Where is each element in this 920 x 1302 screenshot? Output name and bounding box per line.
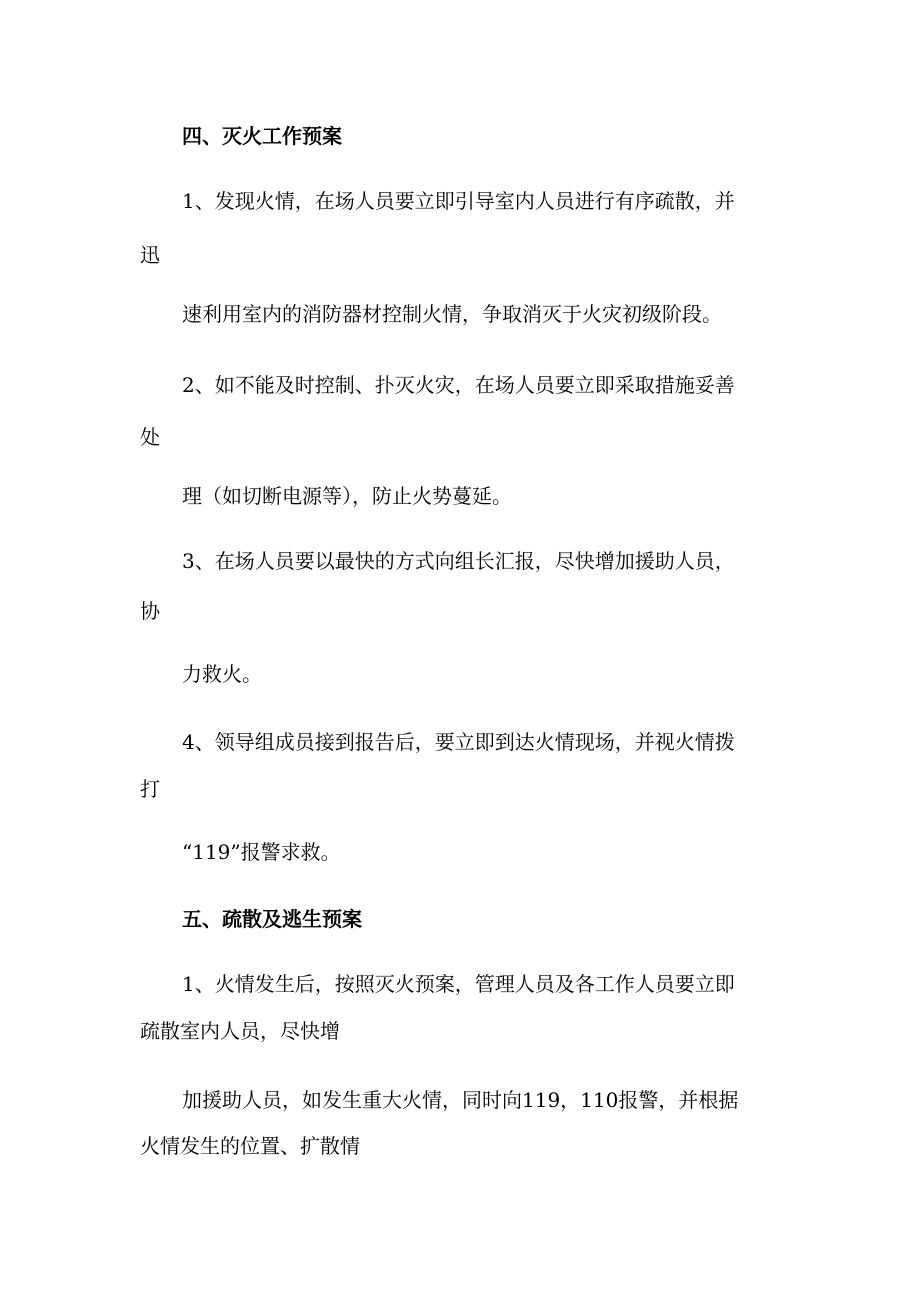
paragraph-line: 理（如切断电源等），防止火势蔓延。 xyxy=(182,484,512,508)
paragraph-line: 速利用室内的消防器材控制火情，争取消灭于火灾初级阶段。 xyxy=(182,302,722,326)
paragraph-wrap-char: 打 xyxy=(140,777,160,801)
paragraph-text: 3、在场人员要以最快的方式向组长汇报，尽快增加援助人员， xyxy=(182,549,735,573)
paragraph-wrap-char: 协 xyxy=(140,599,160,623)
paragraph-line xyxy=(140,730,822,754)
paragraph-text: 1、火情发生后，按照灭火预案，管理人员及各工作人员要立即 xyxy=(182,972,735,996)
paragraph-line-wrap: 火情发生的位置、扩散情 xyxy=(140,1134,360,1158)
paragraph-text: 4、领导组成员接到报告后，要立即到达火情现场，并视火情拨 xyxy=(182,730,735,754)
paragraph-line xyxy=(140,972,822,996)
section-heading-evacuation: 五、疏散及逃生预案 xyxy=(182,907,362,931)
paragraph-text: 2、如不能及时控制、扑灭火灾，在场人员要立即采取措施妥善 xyxy=(182,373,735,397)
paragraph-line: 加援助人员，如发生重大火情，同时向119，110报警，并根据 xyxy=(182,1088,739,1112)
paragraph-line xyxy=(140,189,822,213)
paragraph-line-wrap: 疏散室内人员，尽快增 xyxy=(140,1019,340,1043)
paragraph-line-wrap xyxy=(140,777,780,801)
paragraph-wrap-char: 处 xyxy=(140,425,160,449)
paragraph-line xyxy=(140,549,822,573)
paragraph-line: 力救火。 xyxy=(182,662,262,686)
paragraph-wrap-char: 迅 xyxy=(140,243,160,267)
paragraph-line-wrap xyxy=(140,425,780,449)
paragraph-line-wrap xyxy=(140,243,780,267)
paragraph-line: “119”报警求救。 xyxy=(182,840,341,864)
paragraph-line xyxy=(140,373,822,397)
paragraph-text: 1、发现火情，在场人员要立即引导室内人员进行有序疏散，并 xyxy=(182,189,735,213)
section-heading-fire-fighting: 四、灭火工作预案 xyxy=(182,124,342,148)
paragraph-line-wrap xyxy=(140,599,780,623)
